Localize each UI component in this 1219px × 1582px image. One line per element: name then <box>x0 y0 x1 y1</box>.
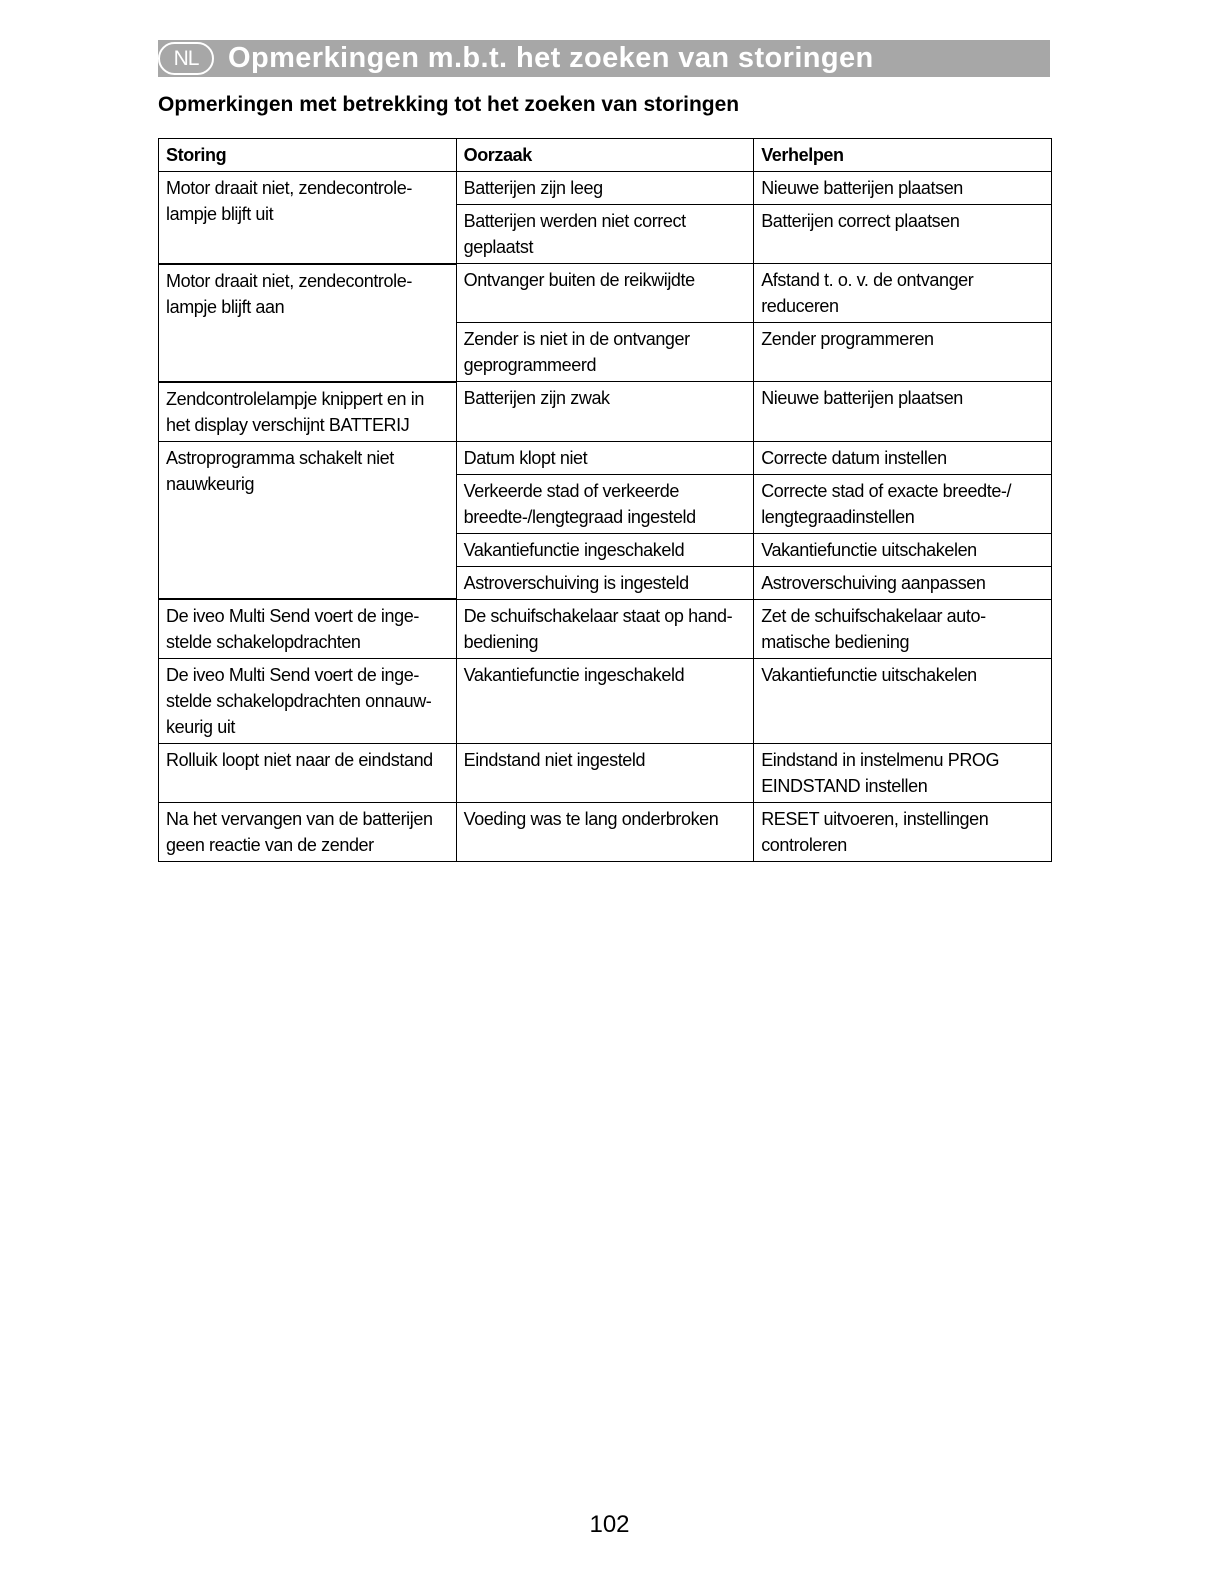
table-row <box>159 172 1052 205</box>
cell-fault: Zendcontrolelampje knippert en in het display verschijnt BATTERIJ <box>159 382 457 442</box>
cell-cause: Vakantiefunctie ingeschakeld <box>456 659 754 744</box>
cell-fix: Correcte stad of exacte breedte-/ lengtegraadinstellen <box>754 474 1052 533</box>
table-body <box>159 172 1052 862</box>
table-header-row <box>159 139 1052 172</box>
cell-fix: Zet de schuifschakelaar auto-matische bediening <box>754 599 1052 659</box>
cell-cause: Astroverschuiving is ingesteld <box>456 566 754 599</box>
page-number: 102 <box>589 1511 630 1538</box>
cell-cause: Batterijen zijn zwak <box>456 382 754 442</box>
cell-fix: Batterijen correct plaatsen <box>754 205 1052 264</box>
table-row <box>159 744 1052 803</box>
column-header-fix: Verhelpen <box>754 139 1052 172</box>
cell-fix: Eindstand in instelmenu PROG EINDSTAND instellen <box>754 744 1052 803</box>
cell-fix: Nieuwe batterijen plaatsen <box>754 172 1052 205</box>
cell-cause: Eindstand niet ingesteld <box>456 744 754 803</box>
table-row <box>159 599 1052 659</box>
cell-fix: Vakantiefunctie uitschakelen <box>754 659 1052 744</box>
cell-fault: Astroprogramma schakelt niet nauwkeurig <box>159 441 457 599</box>
cell-cause: Zender is niet in de ontvanger geprogrammeerd <box>456 323 754 382</box>
cell-cause: De schuifschakelaar staat op hand-bediening <box>456 599 754 659</box>
cell-fix: Correcte datum instellen <box>754 441 1052 474</box>
cell-fault: De iveo Multi Send voert de inge-stelde schakelopdrachten <box>159 599 457 659</box>
cell-cause: Voeding was te lang onderbroken <box>456 803 754 862</box>
cell-fault: Motor draait niet, zendecontrole-lampje blijft aan <box>159 264 457 382</box>
cell-fix: Vakantiefunctie uitschakelen <box>754 533 1052 566</box>
cell-cause: Vakantiefunctie ingeschakeld <box>456 533 754 566</box>
cell-fault: Na het vervangen van de batterijen geen reactie van de zender <box>159 803 457 862</box>
table-row <box>159 803 1052 862</box>
table-row <box>159 382 1052 442</box>
table-row <box>159 264 1052 323</box>
column-header-fault: Storing <box>159 139 457 172</box>
cell-cause: Datum klopt niet <box>456 441 754 474</box>
cell-cause: Batterijen zijn leeg <box>456 172 754 205</box>
page-title: Opmerkingen m.b.t. het zoeken van storingen <box>228 42 874 74</box>
cell-fault: Rolluik loopt niet naar de eindstand <box>159 744 457 803</box>
column-header-cause: Oorzaak <box>456 139 754 172</box>
cell-cause: Verkeerde stad of verkeerde breedte-/lengtegraad ingesteld <box>456 474 754 533</box>
table-row <box>159 441 1052 474</box>
cell-cause: Ontvanger buiten de reikwijdte <box>456 264 754 323</box>
cell-fix: Astroverschuiving aanpassen <box>754 566 1052 599</box>
section-title: Opmerkingen met betrekking tot het zoeken van storingen <box>158 93 740 116</box>
cell-cause: Batterijen werden niet correct geplaatst <box>456 205 754 264</box>
cell-fix: Afstand t. o. v. de ontvanger reduceren <box>754 264 1052 323</box>
cell-fix: RESET uitvoeren, instellingen controleren <box>754 803 1052 862</box>
table-row <box>159 659 1052 744</box>
cell-fix: Zender programmeren <box>754 323 1052 382</box>
cell-fix: Nieuwe batterijen plaatsen <box>754 382 1052 442</box>
cell-fault: Motor draait niet, zendecontrole-lampje blijft uit <box>159 172 457 264</box>
language-badge: NL <box>158 42 214 75</box>
troubleshooting-table <box>158 138 1052 862</box>
cell-fault: De iveo Multi Send voert de inge-stelde schakelopdrachten onnauw-keurig uit <box>159 659 457 744</box>
